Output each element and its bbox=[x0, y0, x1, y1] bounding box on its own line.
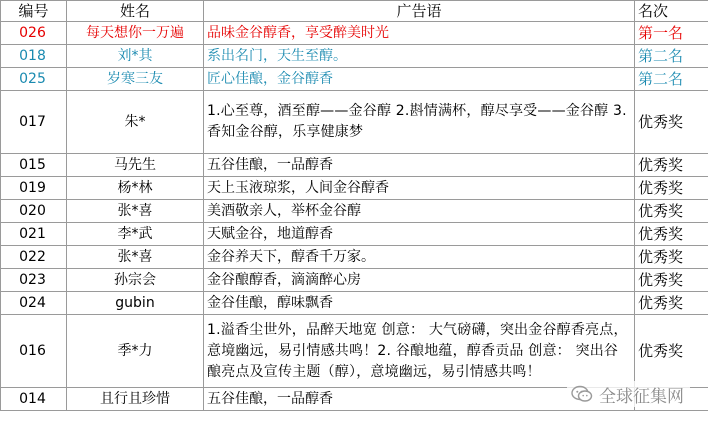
cell-id: 020 bbox=[1, 200, 67, 223]
cell-award: 优秀奖 bbox=[635, 200, 708, 223]
cell-award: 优秀奖 bbox=[635, 91, 708, 154]
cell-slogan: 五谷佳酿，一品醇香 bbox=[204, 154, 635, 177]
watermark bbox=[567, 381, 690, 407]
cell-id: 014 bbox=[1, 388, 67, 411]
table-row bbox=[1, 91, 708, 154]
cell-award: 优秀奖 bbox=[635, 269, 708, 292]
cell-name: 岁寒三友 bbox=[67, 68, 204, 91]
cell-slogan: 五谷佳酿，一品醇香 bbox=[204, 388, 635, 411]
cell-name: 孙宗会 bbox=[67, 269, 204, 292]
cell-name: gubin bbox=[67, 292, 204, 315]
header-id: 编号 bbox=[1, 1, 67, 22]
cell-name: 张*喜 bbox=[67, 246, 204, 269]
cell-id: 024 bbox=[1, 292, 67, 315]
cell-id: 018 bbox=[1, 45, 67, 68]
cell-award: 优秀奖 bbox=[635, 315, 708, 388]
cell-id: 015 bbox=[1, 154, 67, 177]
table-row bbox=[1, 246, 708, 269]
cell-slogan: 1.心至尊，酒至醇——金谷醇 2.斟情满杯，醇尽享受——金谷醇 3.香知金谷醇，乐享健康梦 bbox=[204, 91, 635, 154]
cell-slogan: 天赋金谷，地道醇香 bbox=[204, 223, 635, 246]
cell-slogan: 天上玉液琼浆，人间金谷醇香 bbox=[204, 177, 635, 200]
cell-name: 朱* bbox=[67, 91, 204, 154]
wechat-bubble-icon bbox=[571, 385, 593, 403]
cell-award: 第二名 bbox=[635, 68, 708, 91]
table-row bbox=[1, 292, 708, 315]
header-name: 姓名 bbox=[67, 1, 204, 22]
cell-award: 第一名 bbox=[635, 22, 708, 45]
cell-slogan: 匠心佳酿，金谷醇香 bbox=[204, 68, 635, 91]
table-row bbox=[1, 315, 708, 388]
table-row bbox=[1, 223, 708, 246]
cell-name: 杨*林 bbox=[67, 177, 204, 200]
cell-id: 022 bbox=[1, 246, 67, 269]
cell-slogan: 品味金谷醇香，享受醉美时光 bbox=[204, 22, 635, 45]
cell-award: 优秀奖 bbox=[635, 223, 708, 246]
cell-id: 026 bbox=[1, 22, 67, 45]
cell-slogan: 1.溢香尘世外，品醉天地宽 创意： 大气磅礴，突出金谷醇香亮点，意境幽远，易引情感共鸣！2. 谷酿地蕴，醇香贡品 创意： 突出谷酿亮点及宣传主题（醇），意境幽远，易引情感共鸣！ bbox=[204, 315, 635, 388]
cell-slogan: 美酒敬亲人，举杯金谷醇 bbox=[204, 200, 635, 223]
header-row bbox=[1, 1, 708, 22]
cell-slogan: 金谷酿醇香，滴滴醉心房 bbox=[204, 269, 635, 292]
cell-name: 马先生 bbox=[67, 154, 204, 177]
watermark-text: 全球征集网 bbox=[599, 386, 684, 407]
header-slogan: 广告语 bbox=[204, 1, 635, 22]
cell-name: 刘*其 bbox=[67, 45, 204, 68]
cell-name: 每天想你一万遍 bbox=[67, 22, 204, 45]
cell-id: 017 bbox=[1, 91, 67, 154]
table-row bbox=[1, 269, 708, 292]
header-award: 名次 bbox=[635, 1, 708, 22]
cell-award: 优秀奖 bbox=[635, 177, 708, 200]
cell-id: 019 bbox=[1, 177, 67, 200]
cell-slogan: 金谷养天下，醇香千万家。 bbox=[204, 246, 635, 269]
cell-id: 021 bbox=[1, 223, 67, 246]
cell-slogan: 系出名门，天生至醇。 bbox=[204, 45, 635, 68]
cell-id: 016 bbox=[1, 315, 67, 388]
cell-name: 且行且珍惜 bbox=[67, 388, 204, 411]
table-row bbox=[1, 154, 708, 177]
table-row bbox=[1, 45, 708, 68]
table-row bbox=[1, 177, 708, 200]
cell-name: 季*力 bbox=[67, 315, 204, 388]
cell-award: 优秀奖 bbox=[635, 246, 708, 269]
cell-name: 张*喜 bbox=[67, 200, 204, 223]
table-row bbox=[1, 22, 708, 45]
cell-award: 第二名 bbox=[635, 45, 708, 68]
cell-id: 025 bbox=[1, 68, 67, 91]
cell-slogan: 金谷佳酿，醇味飘香 bbox=[204, 292, 635, 315]
cell-award: 优秀奖 bbox=[635, 292, 708, 315]
cell-name: 李*武 bbox=[67, 223, 204, 246]
cell-id: 023 bbox=[1, 269, 67, 292]
cell-award: 优秀奖 bbox=[635, 154, 708, 177]
table-row bbox=[1, 200, 708, 223]
table-row bbox=[1, 68, 708, 91]
